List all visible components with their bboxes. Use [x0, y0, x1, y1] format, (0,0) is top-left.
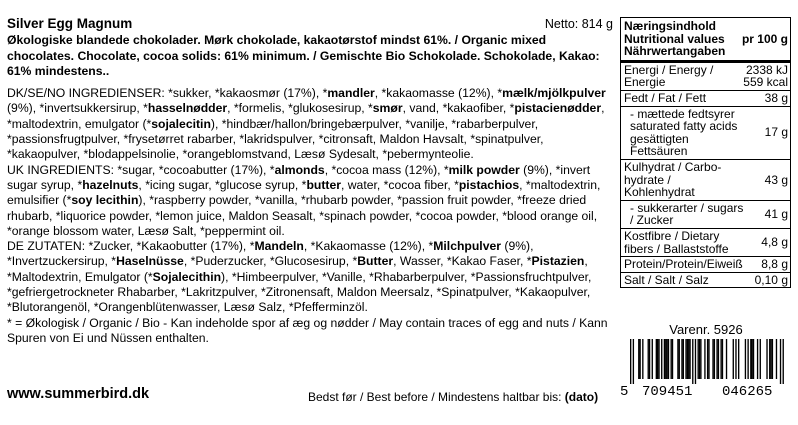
nutrition-header-da: Næringsindhold — [624, 19, 716, 33]
nutrition-rows — [621, 63, 790, 288]
allergen-uk: soy lecithin — [71, 193, 139, 208]
ingredients-dk — [7, 86, 615, 162]
barcode-graphic — [624, 339, 788, 384]
barcode-digits-left: 709451 — [642, 384, 693, 400]
barcode-bar — [766, 339, 767, 379]
nutrition-value: 2338 kJ 559 kcal — [743, 62, 788, 90]
nutrition-value: 38 g — [764, 90, 788, 105]
nutrition-header-en: Nutritional values — [624, 31, 725, 46]
barcode-bar — [726, 339, 727, 379]
allergen-dk: sojalecitin — [151, 116, 211, 131]
barcode-bar — [757, 339, 758, 379]
barcode-bars — [624, 339, 788, 384]
nutrition-label: Kostfibre / Dietary fibers / Ballaststoffe — [624, 228, 729, 256]
ingredient-text: , Wasser, *Kakao Faser, * — [393, 254, 532, 269]
allergen-uk: hazelnuts — [82, 177, 139, 192]
nutrition-value: 17 g — [764, 125, 788, 140]
barcode-bar — [695, 339, 696, 384]
allergen-uk: milk powder — [448, 162, 520, 177]
product-description: Økologiske blandede chokolader. Mørk chokolade, kakaotørstof mindst 61%. / Organic mixed chocolates. Chocolate, cocoa solids: 61% minimum. / Gemischte Bio Schokolade. Schokolade, Kakao: 61% mindestens.. — [7, 33, 600, 78]
barcode-digits-right: 046265 — [722, 384, 773, 400]
barcode-bar — [747, 339, 748, 379]
organic-footnote: * = Økologisk / Organic / Bio - Kan indeholde spor af æg og nødder / May contain traces of egg and nuts / Kann Spuren von Ei und Nüssen enthalten. — [7, 315, 608, 345]
ingredient-text: , *Puderzucker, *Glucosesirup, * — [183, 254, 358, 269]
allergen-dk: mælk/mjölkpulver — [502, 86, 606, 101]
allergen-dk: mandler — [327, 86, 375, 101]
ingredient-text: ), *raspberry powder, *vanilla, *rhubarb powder, *passion fruit powder, *freeze dried rhubarb, *liquorice powder, *lemon juice, Maldon Seasalt, *spinach powder, *cocoa powder, *blood orange oil, *orange blossom water, Læsø Salt, *peppermint oil. — [7, 193, 598, 238]
barcode-bar — [652, 339, 653, 379]
allergen-de: Mandeln — [254, 239, 304, 254]
barcode-bar — [688, 339, 689, 379]
ingredient-text: , *Kakaomasse (12%), * — [303, 239, 434, 254]
barcode-bar — [672, 339, 673, 379]
website-link[interactable]: www.summerbird.dk — [7, 386, 150, 402]
barcode-bar — [708, 339, 709, 379]
nutrition-value: 0,10 g — [754, 272, 788, 287]
barcode-bar — [753, 339, 754, 379]
ingredient-text: , *maltodextrin, emulgator (* — [7, 101, 605, 131]
ingredient-text: ), *hindbær/hallon/bringebærpulver, *vanilje, *rabarberpulver, *passionsfrugtpulver, *frysetørret rabarber, *lakridspulver, *citronsaft, Maldon Havsalt, *spinatpulver, *kakaopulver, *blodappelsinolie, *orangeblomstvand, Læsø Sydesalt, *pebermynteolie. — [7, 116, 544, 162]
label-text-area — [7, 16, 615, 346]
allergen-de: Haselnüsse — [116, 254, 184, 269]
barcode-bar — [776, 339, 777, 379]
allergen-dk: smør — [372, 101, 403, 116]
barcode-bar — [658, 339, 659, 379]
barcode-bar — [707, 339, 708, 379]
barcode-bar — [657, 339, 658, 379]
ingredient-text: DK/SE/NO INGREDIENSER: *sukker, *kakaosmør (17%), * — [7, 86, 328, 101]
barcode-bar — [750, 339, 751, 379]
barcode-bar — [769, 339, 770, 379]
barcode-bar — [704, 339, 705, 379]
net-weight: Netto: 814 g — [544, 17, 613, 31]
ingredient-text: UK INGREDIENTS: *sugar, *cocoabutter (17%), * — [7, 162, 275, 177]
nutrition-row — [621, 160, 790, 201]
nutrition-label: Salt / Salt / Salz — [624, 272, 709, 287]
ingredients-block — [7, 86, 615, 346]
nutrition-row — [621, 229, 790, 257]
barcode-bar — [681, 339, 682, 379]
allergen-de: Milchpulver — [433, 239, 501, 254]
ingredient-text: , *Maltodextrin, Emulgator (* — [7, 254, 588, 284]
barcode-bar — [639, 339, 640, 379]
barcode-bar — [683, 339, 684, 379]
ingredients-uk — [7, 163, 615, 239]
barcode-bar — [699, 339, 700, 379]
ingredient-text: DE ZUTATEN: *Zucker, *Kakaobutter (17%), * — [7, 239, 255, 254]
item-number: Varenr. 5926 — [669, 322, 743, 337]
barcode-bar — [714, 339, 715, 379]
barcode-bar — [772, 339, 773, 379]
barcode-bar — [679, 339, 680, 379]
barcode-bar — [698, 339, 699, 379]
allergen-de: Sojalecithin — [152, 269, 222, 284]
ingredient-text: ), *Himbeerpulver, *Vanille, *Rhabarberpulver, *Passionsfruchtpulver, *gefriergetrockneter Rhabarber, *Lakritzpulver, *Zitronensaft, Maldon Meersalz, *Spinatpulver, *Kakaopulver, *Blutorangenöl, *Orangenblütenwasser, Læsø Salz, *Pfefferminzöl. — [7, 269, 592, 315]
ingredient-text: , *kakaomasse (12%), * — [374, 86, 503, 101]
barcode-bar — [738, 339, 739, 379]
barcode-bar — [780, 339, 781, 384]
barcode-digits — [620, 384, 788, 400]
barcode-bar — [687, 339, 688, 379]
barcode-bar — [677, 339, 678, 379]
barcode-bar — [718, 339, 719, 379]
ingredient-text: (9%), *invertsukkersirup, * — [7, 101, 148, 116]
barcode-bar — [649, 339, 650, 379]
ingredient-text: , water, *cocoa fiber, * — [340, 177, 459, 192]
best-before-label: Bedst før / Best before / Mindestens haltbar bis: — [308, 390, 562, 404]
title-row — [7, 16, 615, 32]
barcode-bar — [700, 339, 701, 379]
barcode-bar — [661, 339, 662, 379]
barcode-bar — [752, 339, 753, 379]
nutrition-label: Energi / Energy / Energie — [624, 62, 714, 90]
nutrition-value: 43 g — [764, 172, 788, 187]
allergen-uk: butter — [306, 177, 341, 192]
barcode-digit-first: 5 — [620, 384, 629, 400]
barcode-bar — [692, 339, 693, 384]
barcode-bar — [760, 339, 761, 379]
barcode-bar — [630, 339, 631, 384]
barcode-bar — [666, 339, 667, 379]
barcode-bar — [656, 339, 657, 379]
barcode-bar — [685, 339, 686, 379]
allergen-de: Butter — [357, 254, 394, 269]
barcode-bar — [720, 339, 721, 379]
barcode-area — [620, 322, 788, 400]
nutrition-row — [621, 257, 790, 273]
nutrition-header — [621, 18, 790, 63]
barcode-bar — [664, 339, 665, 379]
best-before — [308, 390, 598, 404]
nutrition-value: 8,8 g — [761, 257, 788, 272]
barcode-bar — [716, 339, 717, 379]
ingredient-text: (9%), *Invertzuckersirup, * — [7, 239, 534, 269]
ingredients-de — [7, 239, 615, 315]
nutrition-table — [620, 17, 791, 288]
allergen-uk: almonds — [274, 162, 325, 177]
barcode-bar — [783, 339, 784, 384]
barcode-bar — [689, 339, 690, 379]
barcode-bar — [722, 339, 723, 379]
barcode-bar — [735, 339, 736, 379]
barcode-bar — [668, 339, 669, 379]
nutrition-row — [621, 273, 790, 288]
nutrition-value: 4,8 g — [761, 235, 788, 250]
ingredient-text: , *maltodextrin, emulsifier (* — [7, 177, 601, 208]
ingredient-text: , *icing sugar, *glucose syrup, * — [138, 177, 307, 192]
barcode-bar — [642, 339, 643, 379]
nutrition-row — [621, 63, 790, 91]
barcode-bar — [745, 339, 746, 379]
nutrition-label: Protein/Protein/Eiweiß — [624, 257, 743, 272]
barcode-bar — [648, 339, 649, 379]
nutrition-value: 41 g — [764, 207, 788, 222]
nutrition-label: - sukkerarter / sugars / Zucker — [630, 200, 744, 228]
nutrition-row — [621, 201, 790, 229]
nutrition-row — [621, 91, 790, 107]
barcode-bar — [733, 339, 734, 379]
allergen-dk: hasselnødder — [147, 101, 228, 116]
allergen-dk: pistacienødder — [514, 101, 602, 116]
nutrition-label: Fedt / Fat / Fett — [624, 90, 707, 105]
allergen-de: Pistazien — [531, 254, 585, 269]
barcode-bar — [638, 339, 639, 379]
ingredient-text: , vand, *kakaofiber, * — [402, 101, 515, 116]
ingredient-text: , *formelis, *glukosesirup, * — [227, 101, 373, 116]
nutrition-header-per: pr 100 g — [741, 31, 788, 46]
allergen-uk: pistachios — [458, 177, 520, 192]
barcode-bar — [671, 339, 672, 379]
barcode-bar — [770, 339, 771, 379]
barcode-bar — [712, 339, 713, 379]
nutrition-row — [621, 107, 790, 160]
barcode-bar — [665, 339, 666, 379]
barcode-bar — [633, 339, 634, 384]
product-title: Silver Egg Magnum — [7, 16, 133, 31]
nutrition-label: Kulhydrat / Carbo-hydrate / Kohlenhydrat — [624, 159, 722, 200]
ingredient-text: , *cocoa mass (12%), * — [324, 162, 449, 177]
ingredient-text: (9%), *invert sugar syrup, * — [7, 162, 591, 192]
nutrition-label: - mættede fedtsyrer saturated fatty acids gesättigten Fettsäuren — [630, 106, 738, 159]
nutrition-header-de: Nährwertangaben — [624, 44, 726, 59]
best-before-value: (dato) — [564, 390, 599, 404]
